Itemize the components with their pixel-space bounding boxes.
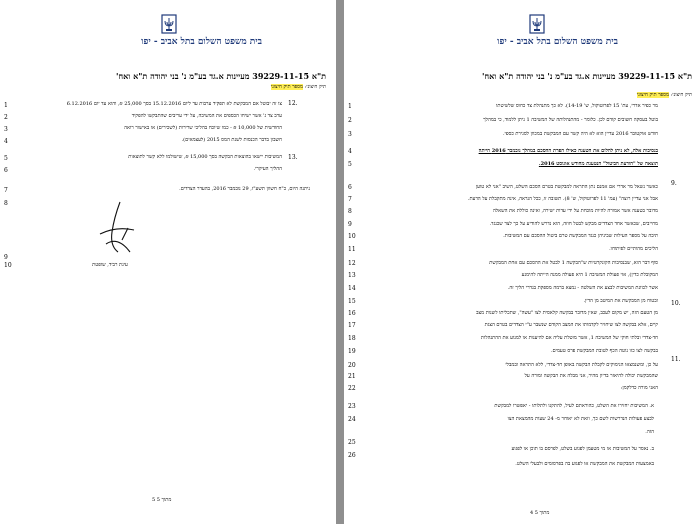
body-line: שהמבקשת יכולה להיאזר בדיון מהיר, אני מבלה את הבקשה ומורה על [524, 373, 658, 379]
line-number: 2 [4, 114, 8, 121]
line-number: 25 [348, 439, 356, 446]
line-number: 21 [348, 373, 356, 380]
line-number: 18 [348, 335, 356, 342]
case-tag-prefix: תיק חיצוני: [670, 92, 692, 98]
line-number: 6 [4, 167, 8, 174]
case-title: ת"א 39229-11-15 מעיינות א.גד בע"מ נ' בני יהודה ת"א ואח' [481, 71, 692, 81]
body-line: א. המשיבות יחזירו את השלט, כהוראתם לעיל, להתקנו ולתלותו - יאפשרו למבקשת [494, 403, 654, 409]
document-page-left [0, 0, 336, 524]
body-line: מחייבים, שכאשר אחד הצדדים מבקש לבטל חוזה, הוא נדרש להודיע על כך לצד שכנגד. [489, 221, 658, 227]
paragraph-number: 11. [671, 356, 681, 363]
line-number: 1 [348, 103, 352, 110]
body-line: ובטוח מן המבקשת את המיטב מן הדין. [583, 298, 658, 304]
line-number: 10 [4, 262, 12, 269]
line-number: 4 [4, 138, 8, 145]
page-footer: 4 מתוך 5 [530, 510, 550, 516]
line-number: 26 [348, 452, 356, 459]
court-name: בית משפט השלום בתל אביב - יפו [141, 37, 262, 47]
body-line: חודש אוקטובר 2016 עדיין הוא לא היה קשר עם המבקשת במכוון לסגירת כספי. [502, 131, 658, 137]
paragraph-number: 10. [671, 300, 681, 307]
line-number: 24 [348, 416, 356, 423]
line-number: 3 [348, 131, 352, 138]
line-number: 12 [348, 260, 356, 267]
menorah-emblem-icon [529, 14, 545, 34]
page-footer: 5 מתוך 5 [152, 497, 172, 503]
judge-signature-icon [92, 200, 142, 260]
menorah-emblem-icon [161, 14, 177, 34]
case-tag [637, 92, 692, 98]
paragraph-line: צו זה יבוטל אם המבקשת לא תפקיד ערבות עד ליום 15.12.2016 בסך 25,000 ₪, והוא עד יום 6.12.2016 [66, 101, 282, 107]
line-number: 8 [4, 200, 8, 207]
case-title: ת"א 39229-11-15 מעיינות א.גד בע"מ נ' בני יהודה ת"א ואח' [115, 71, 326, 81]
judge-name: עינת רביד, שופטת [92, 262, 128, 268]
body-line: הזה. [645, 429, 654, 435]
body-line: מן הטעם הזה, יש מקום לעכב, שאין מדובר בבקשה קלאסית לצו "עשה", שתכליתו לשנות מצב [476, 310, 658, 316]
court-name: בית משפט השלום בתל אביב - יפו [497, 37, 618, 47]
body-line: באמצעות המבקשת את המבקשת או לפגוע בה בפרסומים ולבעלי השלט. [515, 461, 654, 467]
line-number: 7 [348, 196, 352, 203]
line-number: 5 [348, 161, 352, 168]
paragraph-number: 12. [288, 100, 298, 107]
body-line: על כן, ומשנמצאו הנימוקים לקבלת הבקשה באופן חד-צדדי, ללא התראה ובמבלי [505, 362, 658, 368]
paragraph-line: המשיבות יישאו בהוצאות הבקשה בסך 15,000 ₪, שישולמו ללא קשר לתוצאות [128, 154, 282, 160]
paragraph-line: ערב צד ג' אשר ישיחו הכספים את המשיבה, על ידי עריבים שהתבקשו להפקיד [131, 113, 282, 119]
paragraph-number: 13. [288, 154, 298, 161]
body-line: מר כפיר אדרי, עת' 15 לפרוטוקול, ש' 14-19). לא כך מתנהלת צד כחוס שלשיטתו [496, 103, 658, 109]
line-number: 9 [4, 254, 8, 261]
body-line: קיים, אלא בבקשה לצו שיחזיר לקדמותו את המצב הקודם שנשבר ע"י הצדדים בטרם הצגת [484, 322, 658, 328]
line-number: 23 [348, 403, 356, 410]
paragraph-line: חשבון בדבר הכנסות לשנת המס 2015 (לעצמאים). [181, 137, 282, 143]
body-line: המקובלת כדין), אזי פעולת המשיבה 1 היא פעולה ממנה הייתה להימנע [521, 272, 658, 278]
body-line: ב. נאסר על המשיבות או מי מטעמן לפגוע בשלט, לפרסם בו תוכן או לפגוע [511, 446, 654, 452]
line-number: 14 [348, 285, 356, 292]
body-line: תיבה על מספר העילות שביניהן כנגד המבקשת טרם ביטול ההסכם עם המשיבות. [503, 233, 658, 239]
document-page-right [344, 0, 700, 524]
line-number: 5 [4, 155, 8, 162]
body-line: כאשר נשאל מר אדרי אם אמנם נתן התראה למבקשת בטרם הסכם השלט, השיב "אני לא טוען [475, 184, 658, 190]
body-line: בבקשה לצו כזו נוטה הכף לטובת המבקשת פרס טעמים. [550, 348, 658, 354]
line-number: 22 [348, 385, 356, 392]
line-number: 19 [348, 348, 356, 355]
line-number: 13 [348, 272, 356, 279]
case-tag-highlight: מספר תיק חיצוני [636, 92, 669, 98]
body-line: אשר לכוונת המשיבות לבצע את השלטה - נמצא ברמה מספקת בגדרי הליך זה. [507, 285, 658, 291]
line-number: 20 [348, 362, 356, 369]
line-number: 6 [348, 184, 352, 191]
line-number: 7 [4, 187, 8, 194]
body-line: סוף דבר הוא, שבנסיבות הקונקרטיות ש"הבקשה 1 לבטל את ההסכם עם אחת המבקשת [489, 260, 658, 266]
body-line: מדובר בטענה אשר אמורה להיות מוכחת על ידי עדות ישירה, ואינה כוללת את השאלה [492, 208, 658, 214]
line-number: 2 [348, 117, 352, 124]
line-number: 4 [348, 148, 352, 155]
body-line: אבל אני עדיין רוצה" (עמ' 11 לפרוטוקול, ש' 8). תשובה זו, ככל הנראה, אינה מתקבלת על הדעת. [467, 196, 658, 202]
line-number: 15 [348, 298, 356, 305]
line-number: 3 [4, 126, 8, 133]
line-number: 17 [348, 322, 356, 329]
line-number: 8 [348, 208, 352, 215]
given-date-line: ניתנה היום, כ"ח חשוון תשע"ז, 29 נובמבר 2016, בהעדר הצדדים. [179, 186, 310, 192]
body-line: לבצע פעולות הנדרשות לשם כך, וזאת לא יאוחר מ- 24 שעות מהמצאת הצו [507, 416, 654, 422]
line-number: 1 [4, 102, 8, 109]
line-number: 11 [348, 246, 356, 253]
paragraph-number: 9. [671, 180, 677, 187]
body-line: חד-צדדי ובלתי חוקי של המשיבה 1, אשר מוטלת עליה אם להיענות או למנוע את ההתנהלות [480, 335, 658, 341]
body-line: בנסיבות אלה, לא ניתן להלום את הטענה כאילו הפרת ההסכם במהלך נובמבר 2016 הייתה [478, 148, 658, 154]
line-number: 16 [348, 310, 356, 317]
body-line: הליכים מהותיים לפיתוחו. [609, 246, 658, 252]
body-line: האני מורה כדלקמן: [620, 385, 658, 391]
body-line: בוטל בעסקה חשובים קודם לכן. כלומר - מהתנהלותה של המשיבה 1 ניתן ללמוד, כי במהלך [483, 117, 658, 123]
paragraph-line: החודשית של 10,000 ₪ - כמו שיוכח בהליכי שרירות (לשכירים) או באישור רואה [124, 125, 282, 131]
case-tag-prefix: תיק חיצוני: [304, 84, 326, 90]
case-tag [271, 84, 326, 90]
paragraph-line: ההליך העיקרי. [253, 166, 282, 172]
body-line: תוצאה של "הודעת הביטול" הנטענת מחודש אוגוסט 2016. [538, 161, 658, 167]
line-number: 10 [348, 233, 356, 240]
line-number: 9 [348, 221, 352, 228]
case-tag-highlight: מספר תיק חיצוני [270, 84, 303, 90]
